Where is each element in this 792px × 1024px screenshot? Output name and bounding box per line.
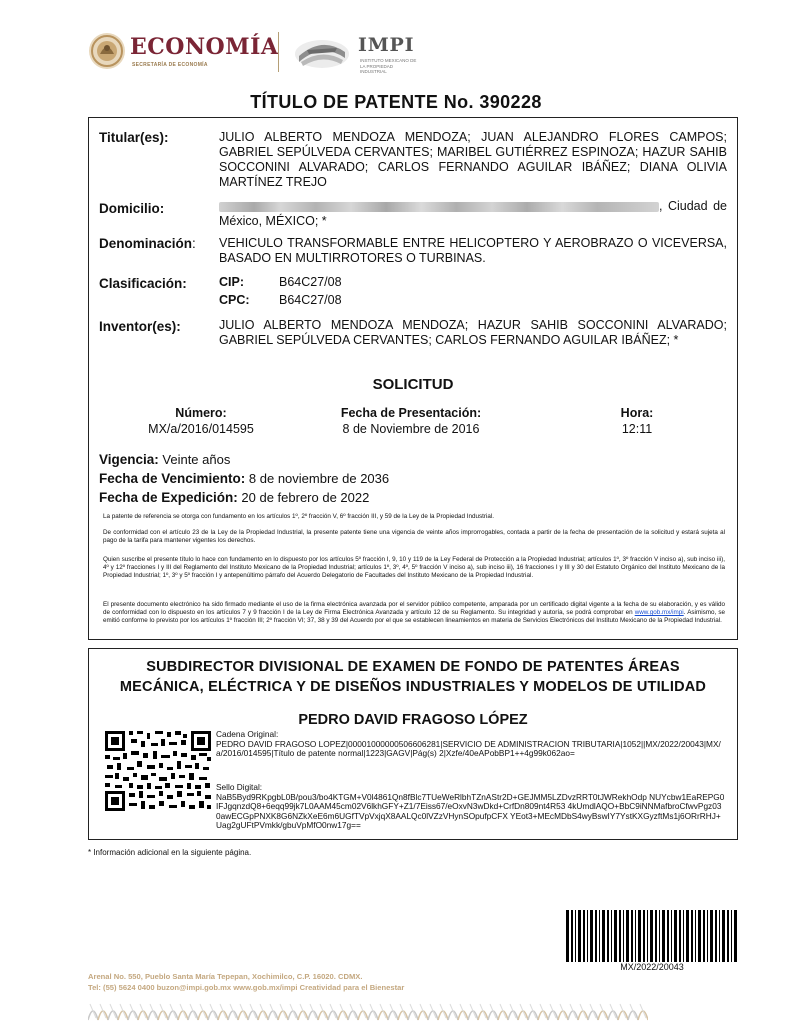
- numero-label: Número:: [175, 406, 227, 420]
- signer-name: PEDRO DAVID FRAGOSO LÓPEZ: [298, 712, 528, 728]
- signer-position-title: [89, 657, 737, 697]
- denominacion-label: Denominación: [99, 236, 193, 251]
- impi-subtitle: INSTITUTO MEXICANO DE LA PROPIEDAD INDUSTRIAL: [360, 58, 417, 74]
- domicilio-label: Domicilio:: [99, 201, 165, 216]
- fecha-value: 8 de Noviembre de 2016: [342, 422, 480, 436]
- vigencia-line: [99, 452, 230, 467]
- signer-position-line-1: SUBDIRECTOR DIVISIONAL DE EXAMEN DE FONDO DE PATENTES ÁREAS: [146, 659, 680, 675]
- footer-line-1: Arenal No. 550, Pueblo Santa María Tepepan, Xochimilco, C.P. 16020. CDMX.: [88, 972, 363, 981]
- sello-value: NaB5Byd9RKpgbL0B/pou3/bo4KTGM+V0l4861Qn8fBlc7TUeWeRlbhTZnAStr2D+GEJMM5LZDvzRRT0tJWRekhOdp NUYcbw1EaREPG0IFJgqnzdQ8+6eqq99jk7L0AAM45cm02V6lkhGFY+Z1/7Eiss67/eOxvN3wDkd+CrfDn809nt4R53 4kUmdlAQO+BbC9iNNMafbroCfwvPgz030awECGpPNXK8G6NZkXeE6m6UGfTVpVxjqX8AALQc0lVZzVHynSOpufpCFX YEot3+MEcMDbS4wyBswIY7YstKXGyzftMs1j6ORrRHJ+Uag2gUFtPVmkk/gbuVpMfO0nw17g==: [216, 791, 725, 831]
- barcode-icon: [566, 910, 738, 962]
- inventor-label: Inventor(es):: [99, 319, 181, 334]
- cip-label: CIP:: [219, 275, 244, 289]
- domicilio-suffix: , Ciudad de México, MÉXICO; *: [219, 199, 727, 228]
- cpc-label: CPC:: [219, 293, 250, 307]
- expedicion-line: [99, 490, 369, 505]
- vigencia-value: Veinte años: [158, 452, 231, 467]
- signature-box: [88, 648, 738, 840]
- domicilio-value: [219, 199, 727, 229]
- header-divider: [278, 32, 279, 72]
- mexico-seal-icon: [88, 32, 126, 70]
- cpc-value: B64C27/08: [279, 293, 342, 307]
- numero-value: MX/a/2016/014595: [148, 422, 254, 436]
- sello-digital: [216, 783, 726, 831]
- hora-column: [597, 406, 677, 436]
- legal-paragraph-4: [103, 601, 725, 626]
- legal-p4-part1: El presente documento electrónico ha sido firmado mediante el uso de la firma electrónica avanzada por el servidor público competente, amparada por un certificado digital vigente a la fecha de su elaboración, y es válido de conformidad con lo dispuesto en los artículos 7 y 9 fracción I de la Ley de Firma Electrónica Avanzada y artículo 12 de su Reglamento. Su integridad y autoría, se podrá comprobar en: [103, 601, 725, 617]
- legal-paragraph-2: De conformidad con el artículo 23 de la Ley de la Propiedad Industrial, la presente patente tiene una vigencia de veinte años improrrogables, contada a partir de la fecha de presentación de la solicitud y estará sujeta al pago de la tarifa para mantener vigentes los derechos.: [103, 529, 725, 545]
- vigencia-label: Vigencia:: [99, 452, 159, 467]
- titular-value: JULIO ALBERTO MENDOZA MENDOZA; JUAN ALEJANDRO FLORES CAMPOS; GABRIEL SEPÚLVEDA CERVANTES; MARIBEL GUTIÉRREZ ESPINOZA; HAZUR SAHIB SOCCONINI ALVARADO; CARLOS FERNANDO AGUILAR IBÁÑEZ; DIANA OLIVIA MARTÍNEZ TREJO: [219, 130, 727, 189]
- footer-address: [88, 971, 404, 993]
- impi-logo-icon: [293, 38, 351, 70]
- sello-label: Sello Digital:: [216, 782, 263, 792]
- expedicion-value: 20 de febrero de 2022: [237, 490, 370, 505]
- expedicion-label: Fecha de Expedición:: [99, 490, 238, 505]
- fecha-label: Fecha de Presentación:: [340, 406, 482, 420]
- barcode-number: MX/2022/20043: [620, 962, 684, 972]
- document-title: TÍTULO DE PATENTE No. 390228: [250, 92, 542, 112]
- legal-p4-part2: . Asimismo, se emitió conforme lo previsto por los artículos 1º fracción III; 2º fracción VI; 37, 38 y 39 del Acuerdo por el que se establecen lineamientos en materia de Servicios Electrónicos del Instituto Mexicano de la Propiedad Industrial.: [103, 609, 725, 625]
- cip-value: B64C27/08: [279, 275, 342, 289]
- economia-subtitle: SECRETARÍA DE ECONOMÍA: [132, 62, 208, 68]
- cadena-value: PEDRO DAVID FRAGOSO LOPEZ|00001000000506606281|SERVICIO DE ADMINISTRACION TRIBUTARIA|1052||MX/2022/20043|MX/a/2016/014595|Título de patente normal|1223|GAGV|Pág(s) 2|Xzfe/40eAPobBP1++4g99k062ao=: [216, 738, 721, 759]
- vencimiento-label: Fecha de Vencimiento:: [99, 471, 246, 486]
- titular-label: Titular(es):: [99, 130, 169, 145]
- patent-details-box: [88, 117, 738, 640]
- legal-paragraph-1: La patente de referencia se otorga con fundamento en los artículos 1º, 2º fracción V, 6º fracción III, y 59 de la Ley de la Propiedad Industrial.: [103, 513, 495, 520]
- footnote: * Información adicional en la siguiente página.: [88, 848, 252, 857]
- clasificacion-values: [219, 275, 727, 311]
- numero-column: [131, 406, 271, 436]
- impi-website-link[interactable]: www.gob.mx/impi: [634, 609, 684, 617]
- denominacion-value: VEHICULO TRANSFORMABLE ENTRE HELICOPTERO Y AEROBRAZO O VICEVERSA, BASADO EN MULTIRROTORES O TURBINAS.: [219, 236, 727, 265]
- legal-paragraph-3: Quien suscribe el presente título lo hace con fundamento en lo dispuesto por los artículos 5º fracción I, 9, 10 y 119 de la Ley Federal de Protección a la Propiedad Industrial; artículos 1º, 3º fracción V inciso a), sub inciso iii), 4º y 12º fracciones I y III del Reglamento del Instituto Mexicano de la Propiedad Industrial; artículos 1º, 3º, 4º, 5º fracción V inciso a), sub inciso iii), 16 fracciones I y III y 30 del Estatuto Orgánico del Instituto Mexicano de la Propiedad Industrial; 1º, 3º y 5º fracción I y antepenúltimo párrafo del Acuerdo Delegatorio de Facultades del Instituto Mexicano de la Propiedad Industrial.: [103, 556, 725, 580]
- cadena-original: [216, 730, 726, 759]
- redacted-address: [219, 202, 659, 212]
- vencimiento-value: 8 de noviembre de 2036: [245, 471, 390, 486]
- economia-name: ECONOMÍA: [130, 34, 279, 60]
- denominacion-label-wrap: [99, 236, 196, 251]
- footer-line-2: Tel: (55) 5624 0400 buzon@impi.gob.mx www.gob.mx/impi Creatividad para el Bienestar: [88, 983, 405, 992]
- cadena-label: Cadena Original:: [216, 729, 279, 739]
- denominacion-colon: :: [192, 236, 196, 251]
- clasificacion-label: Clasificación:: [99, 276, 187, 291]
- vencimiento-line: [99, 471, 389, 486]
- solicitud-title: SOLICITUD: [372, 376, 454, 393]
- fecha-column: [311, 406, 511, 436]
- decorative-pattern-band: [88, 1000, 648, 1022]
- hora-label: Hora:: [620, 406, 654, 420]
- signer-position-line-2: MECÁNICA, ELÉCTRICA Y DE DISEÑOS INDUSTRIALES Y MODELOS DE UTILIDAD: [119, 679, 707, 695]
- inventor-value: JULIO ALBERTO MENDOZA MENDOZA; HAZUR SAHIB SOCCONINI ALVARADO; GABRIEL SEPÚLVEDA CERVANTES; CARLOS FERNANDO AGUILAR IBÁÑEZ; *: [219, 318, 727, 347]
- impi-name: IMPI: [358, 34, 415, 56]
- header: [88, 30, 448, 82]
- hora-value: 12:11: [621, 422, 653, 436]
- qr-code-icon: [103, 729, 213, 813]
